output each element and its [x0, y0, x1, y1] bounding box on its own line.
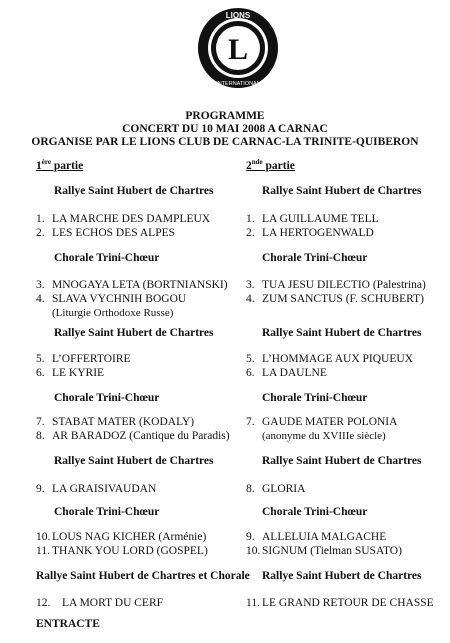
- list-item: 4. ZUM SANCTUS (F. SCHUBERT): [246, 293, 424, 305]
- list-item: 5. L’HOMMAGE AUX PIQUEUX: [246, 353, 413, 365]
- list-item: 11. LE GRAND RETOUR DE CHASSE: [246, 597, 434, 609]
- list-item: 8. AR BARADOZ (Cantique du Paradis): [36, 430, 230, 442]
- section-heading: Rallye Saint Hubert de Chartres: [262, 570, 422, 582]
- list-item: 7. GAUDE MATER POLONIA: [246, 416, 398, 428]
- list-item: 2. LA HERTOGENWALD: [246, 227, 374, 239]
- part-one-heading: 1ère partie: [36, 158, 84, 172]
- logo-ring-bottom: INTERNATIONAL: [216, 81, 260, 87]
- list-item: 3. MNOGAYA LETA (BORTNIANSKI): [36, 279, 228, 291]
- lions-club-logo: [196, 6, 280, 90]
- section-heading: Rallye Saint Hubert de Chartres et Chorale: [36, 570, 250, 582]
- list-item: 10. LOUS NAG KICHER (Arménie): [36, 531, 207, 543]
- programme-title: PROGRAMME: [185, 110, 265, 122]
- list-item: 7. STABAT MATER (KODALY): [36, 416, 195, 428]
- list-item: 1. LA MARCHE DES DAMPLEUX: [36, 213, 211, 225]
- section-heading: Chorale Trini-Chœur: [262, 392, 368, 404]
- logo-letter: L: [227, 33, 249, 66]
- list-item: 3. TUA JESU DILECTIO (Palestrina): [246, 279, 426, 291]
- list-item: 6. LE KYRIE: [36, 367, 105, 379]
- list-item: 6. LA DAULNE: [246, 367, 327, 379]
- section-heading: Rallye Saint Hubert de Chartres: [54, 327, 214, 339]
- list-item: 1. LA GUILLAUME TELL: [246, 213, 379, 225]
- organiser-line: ORGANISE PAR LE LIONS CLUB DE CARNAC-LA TRINITE-QUIBERON: [31, 136, 419, 148]
- list-item: 4. SLAVA VYCHNIH BOGOU: [36, 293, 187, 305]
- section-heading: Rallye Saint Hubert de Chartres: [262, 327, 422, 339]
- part-two-heading: 2nde partie: [246, 158, 295, 172]
- entracte-label: ENTRACTE: [36, 618, 100, 630]
- list-item: 10. SIGNUM (Tielman SUSATO): [246, 545, 402, 557]
- section-heading: Chorale Trini-Chœur: [54, 506, 160, 518]
- concert-date-line: CONCERT DU 10 MAI 2008 A CARNAC: [122, 123, 328, 135]
- list-item: 9. LA GRAISIVAUDAN: [36, 483, 157, 495]
- list-item: 2. LES ECHOS DES ALPES: [36, 227, 176, 239]
- item-note: (Liturgie Orthodoxe Russe): [52, 307, 174, 319]
- section-heading: Chorale Trini-Chœur: [262, 252, 368, 264]
- section-heading: Chorale Trini-Chœur: [54, 392, 160, 404]
- section-heading: Rallye Saint Hubert de Chartres: [262, 455, 422, 467]
- item-note: (anonyme du XVIIIe siècle): [262, 430, 386, 442]
- section-heading: Rallye Saint Hubert de Chartres: [262, 185, 422, 197]
- list-item: 11. THANK YOU LORD (GOSPEL): [36, 545, 208, 557]
- list-item: 8. GLORIA: [246, 483, 306, 495]
- list-item: 12. LA MORT DU CERF: [36, 597, 164, 609]
- section-heading: Rallye Saint Hubert de Chartres: [54, 185, 214, 197]
- list-item: 5. L’OFFERTOIRE: [36, 353, 131, 365]
- list-item: 9. ALLELUIA MALGACHE: [246, 531, 387, 543]
- logo-ring-top: LIONS: [225, 11, 251, 20]
- section-heading: Rallye Saint Hubert de Chartres: [54, 455, 214, 467]
- section-heading: Chorale Trini-Chœur: [262, 506, 368, 518]
- section-heading: Chorale Trini-Chœur: [54, 252, 160, 264]
